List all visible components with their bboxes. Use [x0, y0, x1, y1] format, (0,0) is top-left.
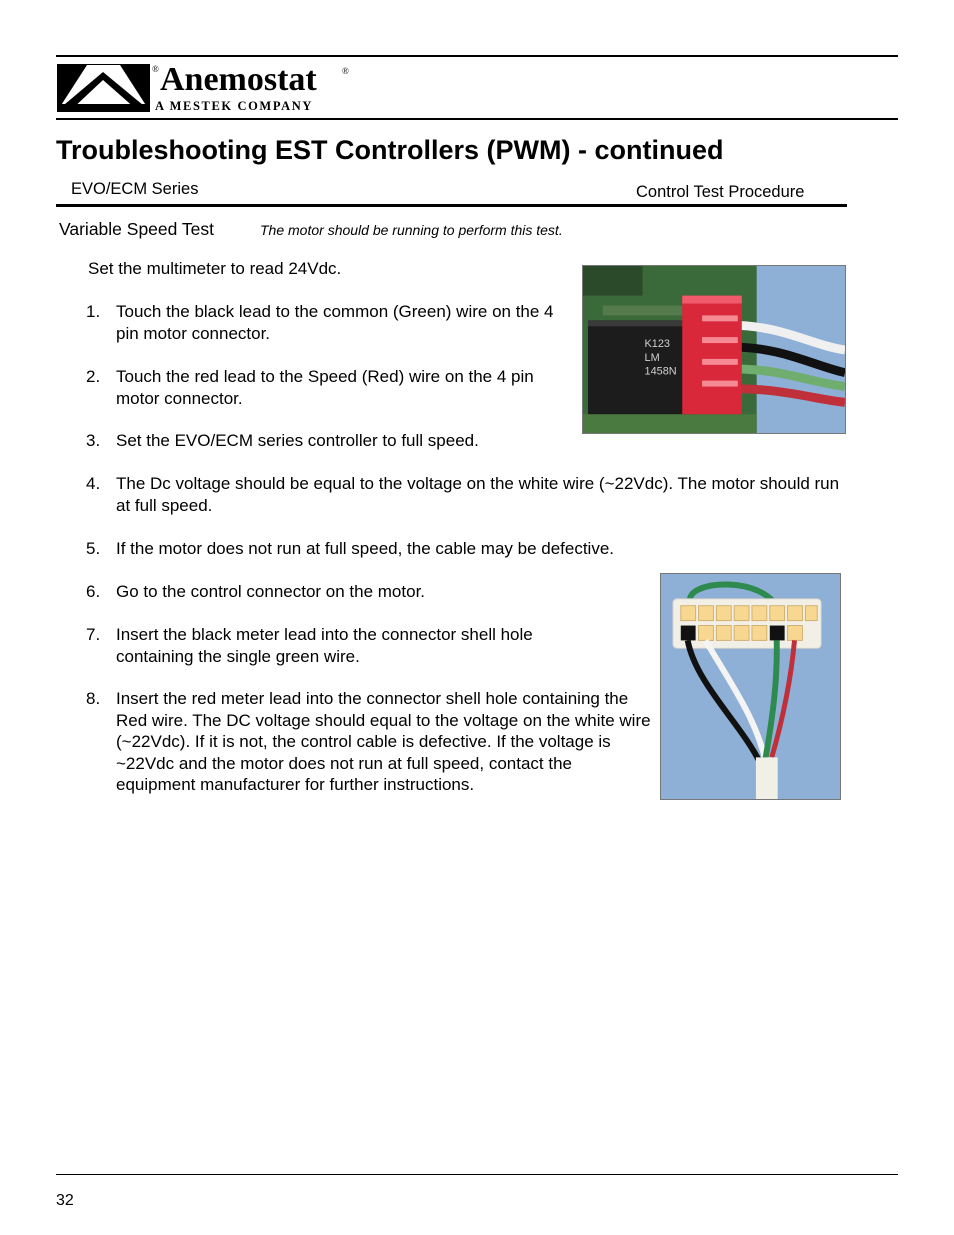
list-item: [86, 581, 646, 603]
series-label: EVO/ECM Series: [71, 180, 199, 198]
step-number: 4.: [86, 474, 101, 493]
page-title: Troubleshooting EST Controllers (PWM) - continued: [56, 135, 724, 165]
step-text: Go to the control connector on the motor.: [116, 582, 426, 601]
motor-connector-photo: [582, 265, 846, 434]
step-number: 7.: [86, 625, 101, 644]
footer-rule: [56, 1174, 898, 1175]
step-number: 2.: [86, 367, 101, 386]
brand-name: Anemostat: [160, 61, 317, 98]
section-note: The motor should be running to perform this test.: [260, 222, 563, 238]
intro-text: Set the multimeter to read 24Vdc.: [88, 259, 342, 278]
step-text: Set the EVO/ECM series controller to full speed.: [116, 431, 479, 450]
list-item: [86, 430, 566, 452]
section-rule: [56, 204, 847, 207]
step-text: Touch the black lead to the common (Green) wire on the 4 pin motor connector.: [116, 302, 554, 343]
step-number: 1.: [86, 302, 101, 321]
chip-label-3: 1458N: [644, 365, 677, 378]
list-item: [86, 538, 846, 560]
procedure-label: Control Test Procedure: [636, 183, 805, 201]
page-number: 32: [56, 1192, 74, 1209]
step-number: 8.: [86, 689, 101, 708]
list-item: [86, 624, 586, 667]
step-text: Insert the red meter lead into the connector shell hole containing the Red wire. The DC voltage should equal to the voltage on the white wire (~22Vdc). If it is not, the control cable is defective. If the voltage is ~22Vdc and the motor does not run at full speed, contact the equipment manufacturer for further instructions.: [116, 689, 651, 794]
list-item: [86, 366, 566, 409]
header-bottom-rule: [56, 118, 898, 120]
list-item: [86, 473, 846, 516]
section-heading: Variable Speed Test: [59, 219, 215, 239]
control-connector-photo: [660, 573, 841, 800]
list-item: [86, 301, 566, 344]
chip-label-2: LM: [644, 351, 660, 364]
step-number: 6.: [86, 582, 101, 601]
chip-label-1: K123: [644, 338, 670, 351]
step-number: 5.: [86, 539, 101, 558]
header-top-rule: [56, 55, 898, 57]
registered-mark-2: ®: [342, 66, 349, 76]
step-number: 3.: [86, 431, 101, 450]
step-text: The Dc voltage should be equal to the voltage on the white wire (~22Vdc). The motor should run at full speed.: [116, 474, 840, 515]
anemostat-logo-icon: [57, 64, 150, 112]
brand-tagline: A MESTEK COMPANY: [155, 99, 314, 113]
registered-mark: ®: [152, 64, 159, 74]
step-text: Touch the red lead to the Speed (Red) wire on the 4 pin motor connector.: [116, 367, 534, 408]
list-item: [86, 688, 652, 796]
step-text: Insert the black meter lead into the connector shell hole containing the single green wire.: [116, 625, 533, 666]
step-text: If the motor does not run at full speed, the cable may be defective.: [116, 539, 615, 558]
